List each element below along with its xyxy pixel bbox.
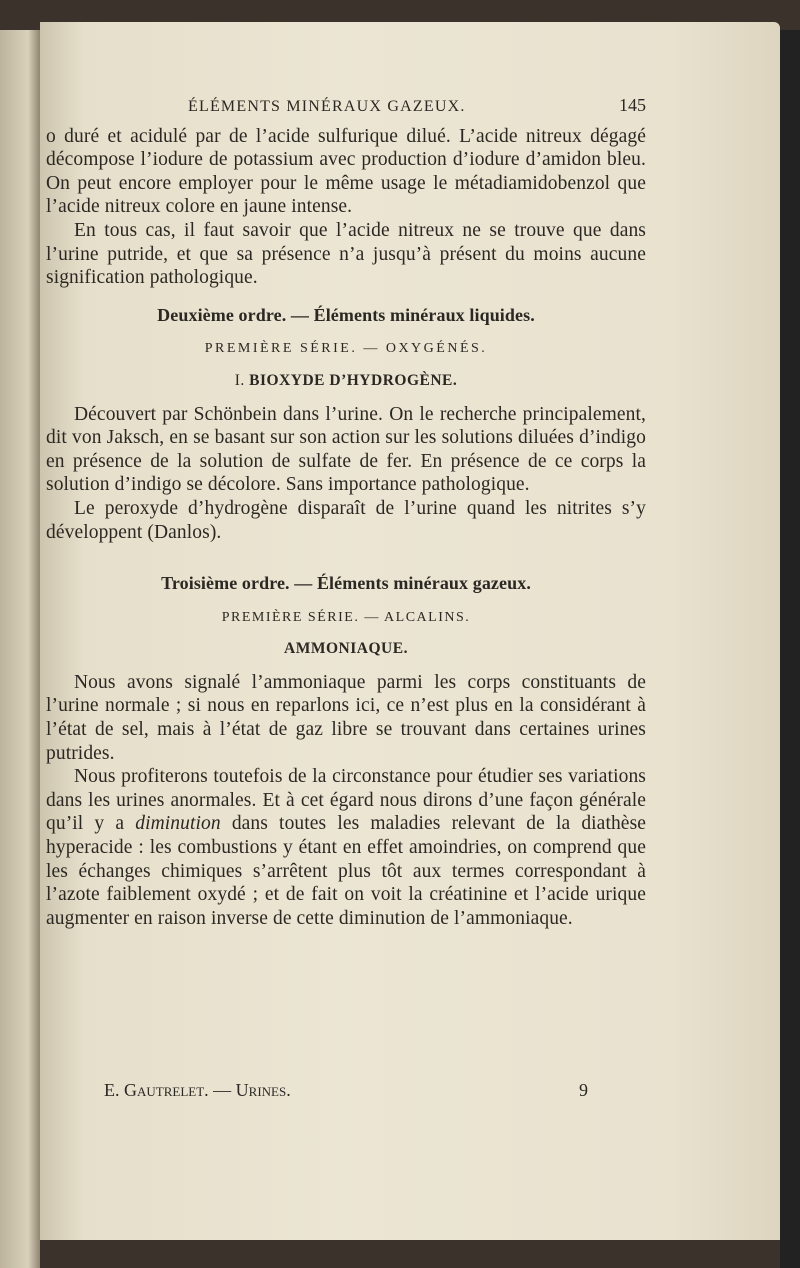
- chapter-heading: AMMONIAQUE.: [284, 640, 408, 658]
- running-header: [188, 94, 646, 119]
- page-footer: [104, 1080, 588, 1101]
- paragraph: Nous avons signalé l’ammoniaque parmi les corps constituants de l’urine normale ; si nous en reparlons ici, ce n’est plus en la considérant à l’état de sel, mais à l’état de gaz libre se trouvant dans certaines urines putrides.: [46, 671, 646, 764]
- emphasis: diminution: [135, 813, 221, 835]
- paragraph: [46, 765, 646, 930]
- page-text: [46, 94, 646, 930]
- paragraph-text: dans toutes les maladies relevant de la diathèse hyperacide : les combustions y étant en effet amoindries, on comprend que les échanges chimiques s’arrêtent plus tôt aux termes correspondant à l’azote faiblement oxydé ; et de fait on voit la créatinine et l’acide urique augmenter en raison inverse de cette diminution de l’ammoniaque.: [46, 813, 647, 929]
- paragraph: o duré et acidulé par de l’acide sulfurique dilué. L’acide nitreux dégagé décompose l’iodure de potassium avec production d’iodure d’amidon bleu. On peut encore employer pour le même usage le métadiamidobenzol que l’acide nitreux colore en jaune intense.: [46, 125, 646, 218]
- scan-background: [780, 30, 800, 1268]
- sheet-number: 9: [579, 1080, 588, 1100]
- left-page-edge: [0, 30, 40, 1268]
- paragraph: Découvert par Schönbein dans l’urine. On le recherche principalement, dit von Jaksch, en se basant sur son action sur les solutions diluées d’indigo en présence de la solution de sulfate de fer. En présence de ce corps la solution d’indigo se décolore. Sans importance pathologique.: [46, 403, 646, 496]
- order-heading: Troisième ordre. — Éléments minéraux gazeux.: [161, 573, 531, 594]
- chapter-number: I.: [234, 371, 245, 389]
- page-number: 145: [619, 95, 646, 115]
- chapter-title: BIOXYDE D’HYDROGÈNE.: [249, 371, 458, 389]
- paragraph-text: Nous profiterons toutefois de la circonstance pour étudier ses variations dans les urines anormales. Et à cet égard nous dirons d’une façon générale qu’il y a: [46, 766, 646, 835]
- paragraph: Le peroxyde d’hydrogène disparaît de l’urine quand les nitrites s’y développent (Danlos).: [46, 497, 646, 543]
- paragraph: En tous cas, il faut savoir que l’acide nitreux ne se trouve que dans l’urine putride, et que sa présence n’a jusqu’à présent du moins aucune signification pathologique.: [46, 219, 646, 289]
- running-title: ÉLÉMENTS MINÉRAUX GAZEUX.: [188, 98, 466, 115]
- chapter-heading: [46, 369, 646, 393]
- series-heading: PREMIÈRE SÉRIE. — OXYGÉNÉS.: [204, 341, 488, 357]
- order-heading: Deuxième ordre. — Éléments minéraux liquides.: [157, 304, 535, 325]
- spacer: [46, 544, 646, 572]
- footer-signature: E. Gautrelet. — Urines.: [104, 1080, 291, 1100]
- series-heading: PREMIÈRE SÉRIE. — ALCALINS.: [221, 609, 471, 625]
